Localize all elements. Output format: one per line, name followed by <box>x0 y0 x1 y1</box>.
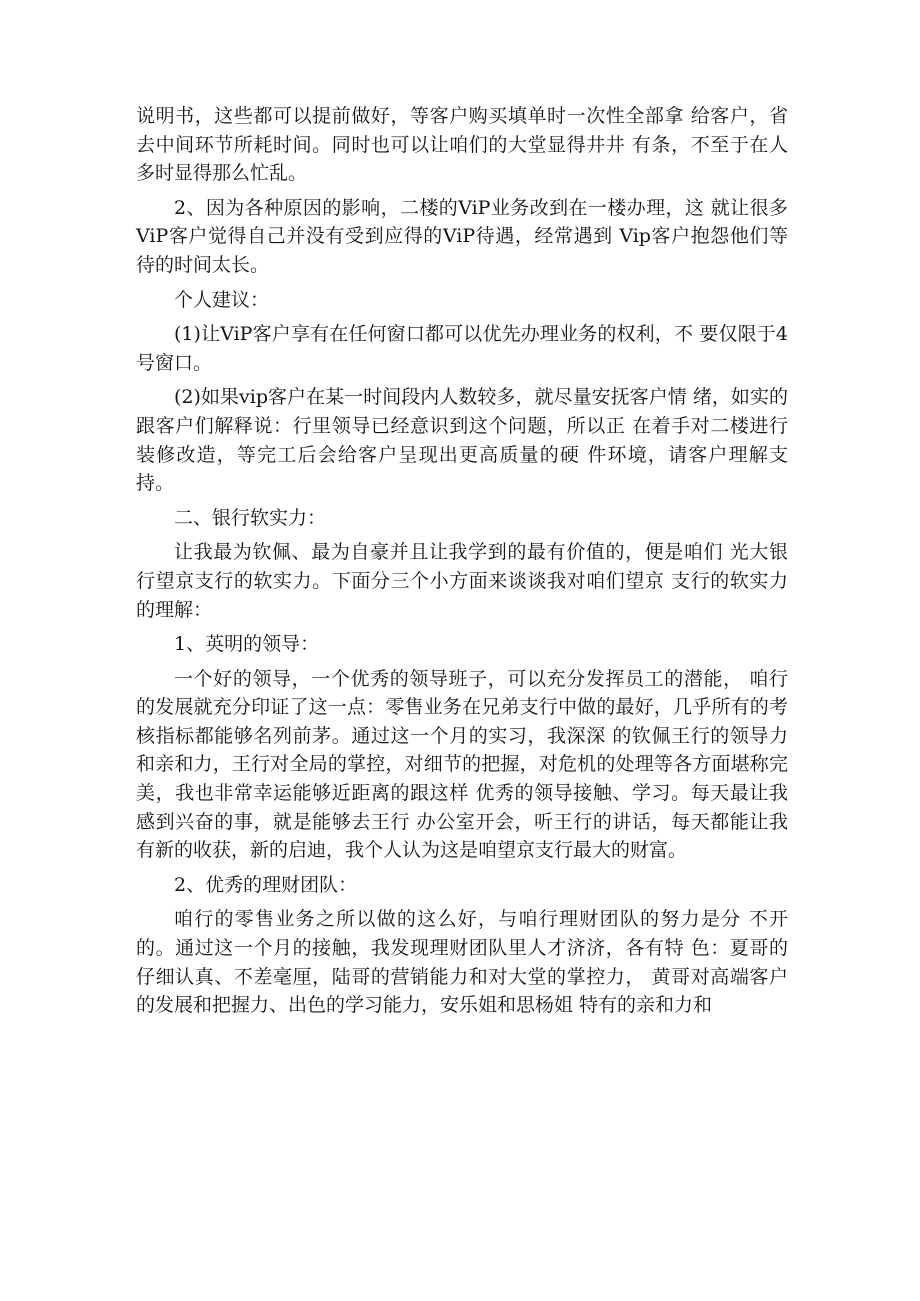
paragraph-suggestion-1: (1)让ViP客户享有在任何窗口都可以优先办理业务的权利，不 要仅限于4号窗口。 <box>136 323 788 374</box>
paragraph-vip-issue: 2、因为各种原因的影响，二楼的ViP业务改到在一楼办理，这 就让很多ViP客户觉得自己并没有受到应得的ViP待遇，经常遇到 Vip客户抱怨他们等待的时间太长。 <box>136 196 788 276</box>
paragraph-wealth-team: 咱行的零售业务之所以做的这么好，与咱行理财团队的努力是分 不开的。通过这一个月的接触，我发现理财团队里人才济济，各有特 色：夏哥的仔细认真、不差毫厘，陆哥的营销能力和对大堂的掌控力， 黄哥对高端客户的发展和把握力、出色的学习能力，安乐姐和思杨姐 特有的亲和力和 <box>136 908 788 1017</box>
heading-personal-suggestion: 个人建议： <box>174 288 270 311</box>
heading-leadership: 1、英明的领导： <box>174 633 320 656</box>
heading-soft-power: 二、银行软实力： <box>174 506 327 529</box>
heading-wealth-team: 2、优秀的理财团队： <box>174 873 358 896</box>
paragraph-suggestion-2: (2)如果vip客户在某一时间段内人数较多，就尽量安抚客户情 绪，如实的跟客户们解释说：行里领导已经意识到这个问题，所以正 在着手对二楼进行装修改造，等完工后会给客户呈现出更高质量的硬 件环境，请客户理解支持。 <box>136 386 788 495</box>
paragraph-soft-power-intro: 让我最为钦佩、最为自豪并且让我学到的最有价值的，便是咱们 光大银行望京支行的软实力。下面分三个小方面来谈谈我对咱们望京 支行的软实力的理解： <box>136 541 788 621</box>
document-page <box>136 102 788 1026</box>
paragraph-leadership: 一个好的领导，一个优秀的领导班子，可以充分发挥员工的潜能， 咱行的发展就充分印证了这一点：零售业务在兄弟支行中做的最好，几乎所有的考核指标都能够名列前茅。通过这一个月的实习，我深深 的钦佩王行的领导力和亲和力，王行对全局的掌控，对细节的把握，对危机的处理等各方面堪称完美，我也非常幸运能够近距离的跟这样 优秀的领导接触、学习。每天最让我感到兴奋的事，就是能够去王行 办公室开会，听王行的讲话，每天都能让我有新的收获，新的启迪，我个人认为这是咱望京支行最大的财富。 <box>136 667 788 862</box>
paragraph-continuation: 说明书，这些都可以提前做好，等客户购买填单时一次性全部拿 给客户，省去中间环节所耗时间。同时也可以让咱们的大堂显得井井 有条，不至于在人多时显得那么忙乱。 <box>136 105 788 185</box>
